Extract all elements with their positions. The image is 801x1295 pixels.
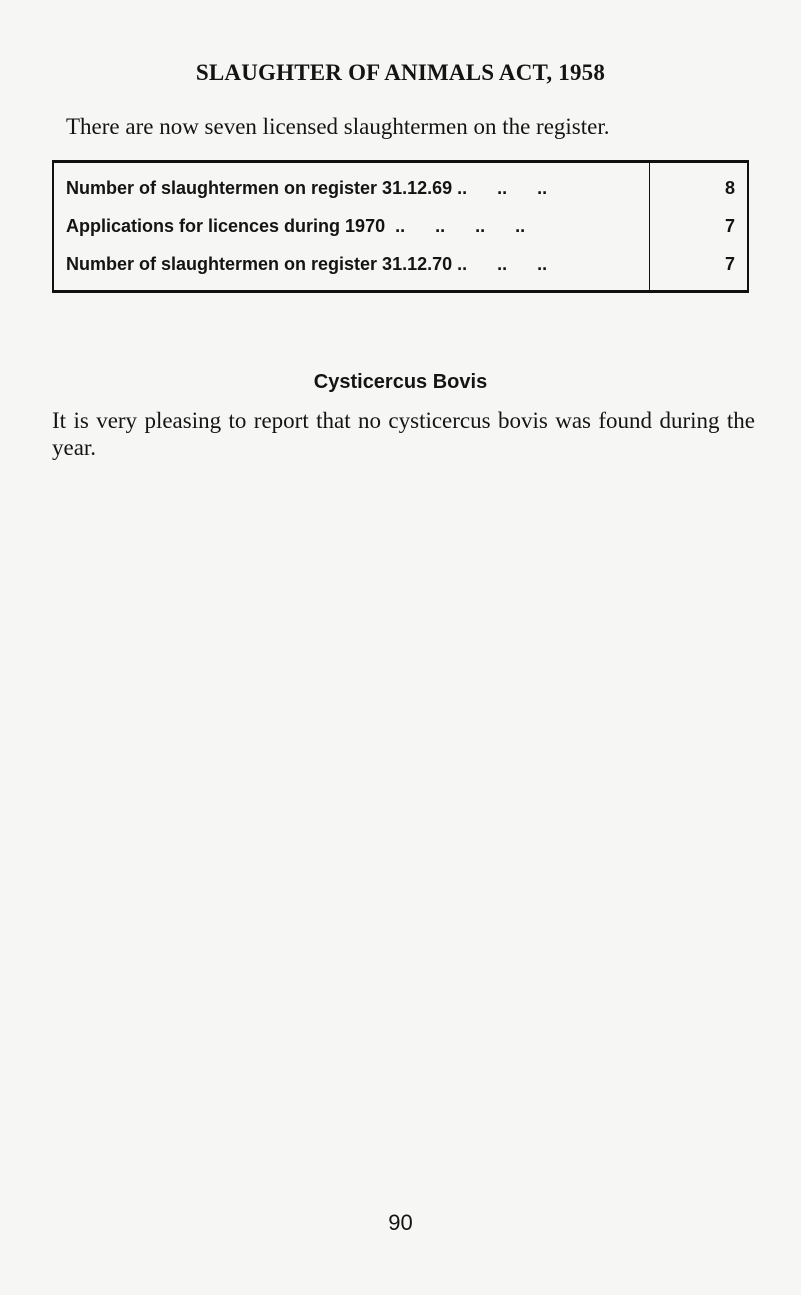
table-row-value <box>650 254 747 275</box>
table-row-value <box>650 178 747 199</box>
page-number: 90 <box>388 1210 413 1235</box>
intro-paragraph: There are now seven licensed slaughtermen on the register. <box>66 114 610 139</box>
table-row-value-text: 7 <box>724 254 735 274</box>
table-row-label: Number of slaughtermen on register 31.12.69 .. .. .. <box>66 178 548 198</box>
slaughtermen-register-table <box>52 160 749 293</box>
table-row-label: Number of slaughtermen on register 31.12.70 .. .. .. <box>66 254 548 274</box>
table-row-value-text: 8 <box>724 178 735 198</box>
table-row <box>54 254 747 290</box>
table-row-label: Applications for licences during 1970 .. .. .. .. <box>66 216 526 236</box>
table-row <box>54 216 747 252</box>
page-title: SLAUGHTER OF ANIMALS ACT, 1958 <box>195 60 606 85</box>
section-heading: Cysticercus Bovis <box>313 371 488 393</box>
table-row <box>54 178 747 214</box>
section-body-paragraph: It is very pleasing to report that no cysticercus bovis was found during the year. <box>52 408 755 460</box>
table-row-value-text: 7 <box>724 216 735 236</box>
table-row-value <box>650 216 747 237</box>
